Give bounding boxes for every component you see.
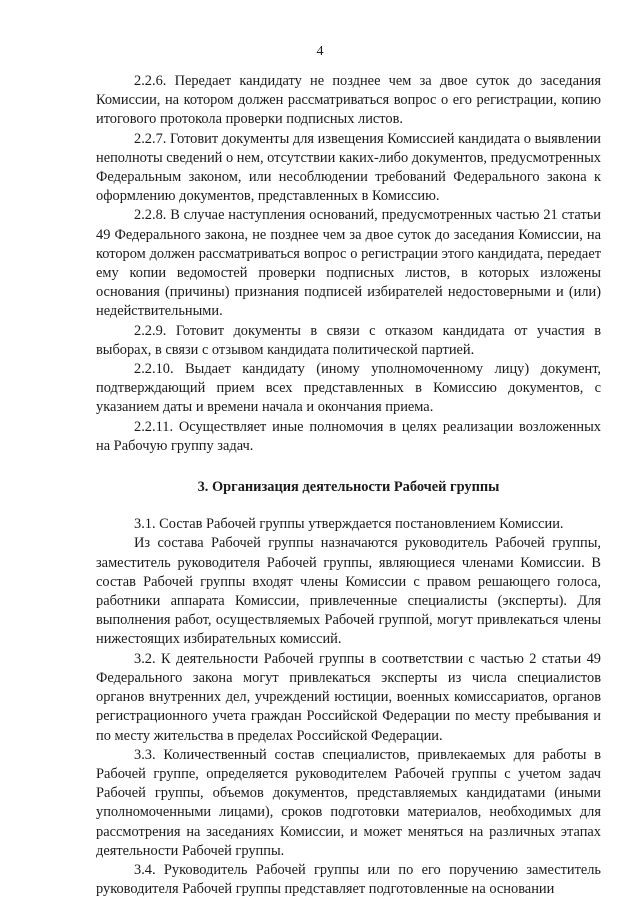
paragraph-2-2-6: 2.2.6. Передает кандидату не позднее чем за двое суток до заседания Комиссии, на котором должен рассматриваться вопрос о его регистрации, копию итогового протокола проверки подписных листов. (96, 73, 601, 128)
paragraph-composition: Из состава Рабочей группы назначаются руководитель Рабочей группы, заместитель руководителя Рабочей группы, являющиеся членами Комиссии. В состав Рабочей группы входят члены Комиссии с правом решающего голоса, работники аппарата Комиссии, привлеченные специалисты (эксперты). Для выполнения работ, осуществляемых Рабочей группой, могут привлекаться члены нижестоящих избирательных комиссий. (96, 535, 601, 648)
paragraph-2-2-7: 2.2.7. Готовит документы для извещения Комиссией кандидата о выявлении неполноты сведений о нем, отсутствии каких-либо документов, предусмотренных Федеральным законом, или несоблюдении требований Федерального закона к оформлению документов, представленных в Комиссию. (96, 130, 601, 205)
paragraph-3-3: 3.3. Количественный состав специалистов, привлекаемых для работы в Рабочей группе, определяется руководителем Рабочей группы с учетом задач Рабочей группы, объемов документов, представляемых кандидатами (иными уполномоченными лицами), сроков подготовки материалов, необходимых для рассмотрения на заседаниях Комиссии, и может меняться на различных этапах деятельности Рабочей группы. (96, 746, 601, 859)
paragraph-2-2-11: 2.2.11. Осуществляет иные полномочия в целях реализации возложенных на Рабочую группу задач. (96, 418, 601, 454)
page-number: 4 (316, 44, 324, 59)
paragraph-2-2-10: 2.2.10. Выдает кандидату (иному уполномоченному лицу) документ, подтверждающий прием всех представленных в Комиссию документов, с указанием даты и времени начала и окончания приема. (96, 361, 601, 416)
document-body (96, 72, 601, 899)
paragraph-2-2-9: 2.2.9. Готовит документы в связи с отказом кандидата от участия в выборах, в связи с отзывом кандидата политической партией. (96, 322, 601, 358)
paragraph-3-4: 3.4. Руководитель Рабочей группы или по его поручению заместитель руководителя Рабочей группы представляет подготовленные на основании (96, 861, 601, 898)
paragraph-3-2: 3.2. К деятельности Рабочей группы в соответствии с частью 2 статьи 49 Федерального закона могут привлекаться эксперты из числа специалистов органов внутренних дел, учреждений юстиции, военных комиссариатов, органов регистрационного учета граждан Российской Федерации по месту пребывания и по месту жительства в пределах Российской Федерации. (96, 650, 601, 744)
section-heading: 3. Организация деятельности Рабочей группы (197, 479, 500, 496)
paragraph-2-2-8: 2.2.8. В случае наступления оснований, предусмотренных частью 21 статьи 49 Федерального закона, не позднее чем за двое суток до заседания Комиссии, на котором должен рассматриваться вопрос о регистрации этого кандидата, передает ему копии ведомостей проверки подписных листов, в которых изложены основания (причины) признания подписей избирателей недостоверными и (или) недействительными. (96, 207, 601, 320)
paragraph-3-1: 3.1. Состав Рабочей группы утверждается постановлением Комиссии. (134, 516, 564, 533)
